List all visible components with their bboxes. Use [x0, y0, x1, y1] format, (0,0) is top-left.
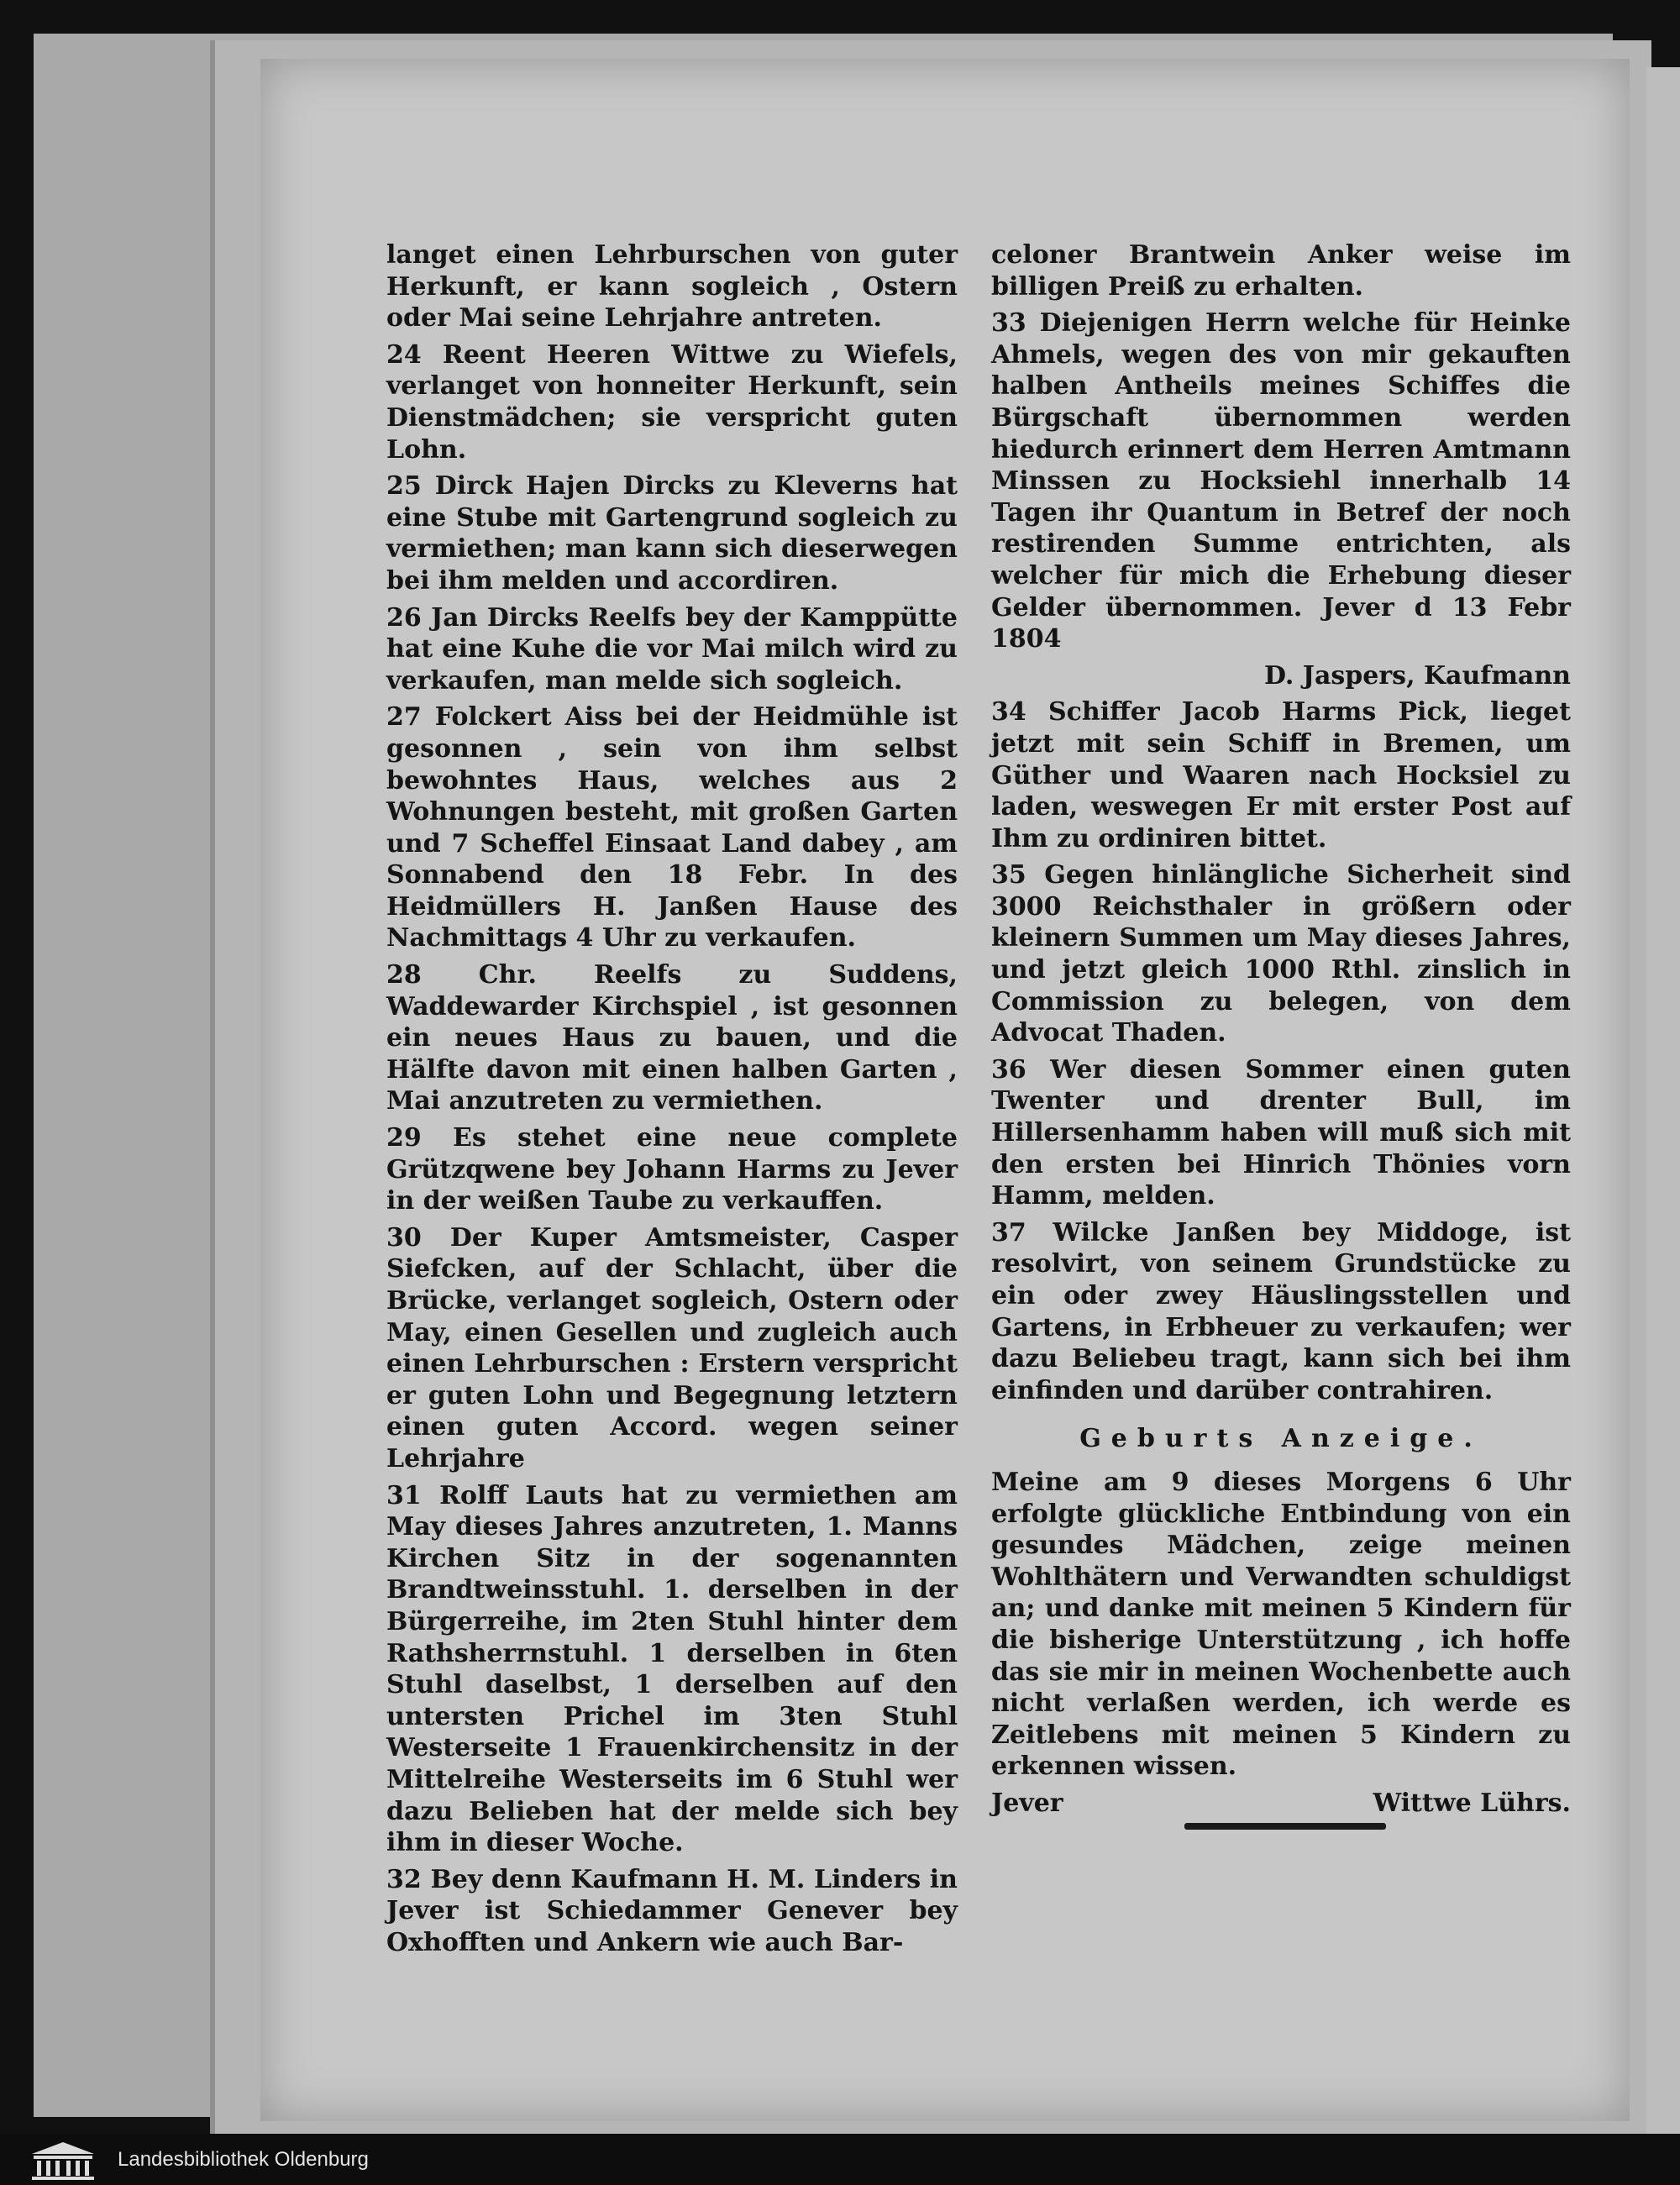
entry-29: 29 Es stehet eine neue complete Grützqwene bey Johann Harms zu Jever in der weißen Taube zu verkauffen. — [386, 1123, 958, 1216]
entry-28: 28 Chr. Reelfs zu Suddens, Waddewarder Kirchspiel , ist gesonnen ein neues Haus zu bauen, und die Hälfte davon mit einen halben Garten , Mai anzutreten zu vermiethen. — [386, 960, 958, 1116]
birth-announcement-heading: Geburts Anzeige. — [1079, 1424, 1483, 1454]
entry-27: 27 Folckert Aiss bei der Heidmühle ist gesonnen , sein von ihm selbst bewohntes Haus, welches aus 2 Wohnungen besteht, mit großen Garten und 7 Scheffel Einsaat Land dabey , am Sonnabend den 18 Febr. In des Heidmüllers H. Janßen Hause des Nachmittags 4 Uhr zu verkaufen. — [386, 702, 958, 953]
entry-31: 31 Rolff Lauts hat zu vermiethen am May dieses Jahres anzutreten, 1. Manns Kirchen Sitz in der sogenannten Brandtweinsstuhl. 1. derselben in der Bürgerreihe, im 2ten Stuhl hinter dem Rathsherrnstuhl. 1 derselben in 6ten Stuhl daselbst, 1 derselben auf den untersten Prichel im 3ten Stuhl Westerseite 1 Frauenkirchensitz in der Mittelreihe Westerseits im 6 Stuhl wer dazu Belieben hat der melde sich bey ihm in dieser Woche. — [386, 1480, 958, 1858]
entry-35: 35 Gegen hinlängliche Sicherheit sind 3000 Reichsthaler in größern oder kleinern Summen um May dieses Jahres, und jetzt gleich 1000 Rthl. zinslich in Commission zu belegen, von dem Advocat Thaden. — [991, 860, 1571, 1048]
library-building-icon — [25, 2139, 101, 2181]
entry-36: 36 Wer diesen Sommer einen guten Twenter und drenter Bull, im Hillersenhamm haben will muß sich mit den ersten bei Hinrich Thönies vorn Hamm, melden. — [991, 1054, 1571, 1211]
entry-34: 34 Schiffer Jacob Harms Pick, lieget jetzt mit sein Schiff in Bremen, um Güther und Waaren nach Hocksiel zu laden, weswegen Er mit erster Post auf Ihm zu ordiniren bittet. — [991, 697, 1571, 854]
library-name: Landesbibliothek Oldenburg — [118, 2147, 369, 2171]
birth-announcement-signature-row — [991, 1788, 1571, 1820]
birth-announcement-text: Meine am 9 dieses Morgens 6 Uhr erfolgte glückliche Entbindung von ein gesundes Mädchen, zeige meinen Wohlthätern und Verwandten schuldigst an; und danke mit meinen 5 Kindern für die bisherige Unterstützung , ich hoffe das sie mir in meinen Wochenbette auch nicht verlaßen werden, ich werde es Zeitlebens mit meinen 5 Kindern zu erkennen wissen. — [991, 1467, 1571, 1782]
section-divider-rule — [1184, 1823, 1386, 1830]
birth-signature: Wittwe Lührs. — [1373, 1788, 1571, 1818]
entry-37: 37 Wilcke Janßen bey Middoge, ist resolvirt, von seinem Grundstücke zu ein oder zwey Häuslingsstellen und Gartens, in Erbheuer zu verkaufen; wer dazu Beliebeu tragt, kann sich bei ihm einfinden und darüber contrahiren. — [991, 1217, 1571, 1405]
entry-30: 30 Der Kuper Amtsmeister, Casper Siefcken, auf der Schlacht, über die Brücke, verlanget sogleich, Ostern oder May, einen Gesellen und zugleich auch einen Lehrburschen : Erstern verspricht er guten Lohn und Begegnung letztern einen guten Accord. wegen seiner Lehrjahre — [386, 1222, 958, 1473]
entry-32: 32 Bey denn Kaufmann H. M. Linders in Jever ist Schiedammer Genever bey Oxhofften und Ankern wie auch Bar- — [386, 1864, 958, 1957]
right-text-column — [991, 239, 1571, 1820]
library-footer-bar — [0, 2134, 1680, 2185]
entry-25: 25 Dirck Hajen Dircks zu Kleverns hat eine Stube mit Gartengrund sogleich zu vermiethen; man kann sich dieserwegen bei ihm melden und accordiren. — [386, 471, 958, 596]
scanned-page — [260, 59, 1630, 2121]
entry-32-continuation: celoner Brantwein Anker weise im billigen Preiß zu erhalten. — [991, 240, 1571, 302]
adjacent-page-edge — [1646, 67, 1680, 2134]
entry-26: 26 Jan Dircks Reelfs bey der Kamppütte hat eine Kuhe die vor Mai milch wird zu verkaufen, man melde sich sogleich. — [386, 602, 958, 696]
entry-33: 33 Diejenigen Herrn welche für Heinke Ahmels, wegen des von mir gekauften halben Antheils meines Schiffes die Bürgschaft übernommen werden hiedurch erinnert dem Herren Amtmann Minssen zu Hocksiehl innerhalb 14 Tagen ihr Quantum in Betref der noch restirenden Summe entrichten, als welcher für mich die Erhebung dieser Gelder übernommen. Jever d 13 Febr 1804 — [991, 308, 1571, 654]
left-text-column — [386, 239, 958, 1963]
entry-33-signature: D. Jaspers, Kaufmann — [1263, 660, 1571, 691]
entry-continuation: langet einen Lehrburschen von guter Herkunft, er kann sogleich , Ostern oder Mai seine Lehrjahre antreten. — [386, 240, 958, 334]
birth-place: Jever — [991, 1788, 1063, 1818]
entry-24: 24 Reent Heeren Wittwe zu Wiefels, verlanget von honneiter Herkunft, sein Dienstmädchen; sie verspricht guten Lohn. — [386, 339, 958, 465]
